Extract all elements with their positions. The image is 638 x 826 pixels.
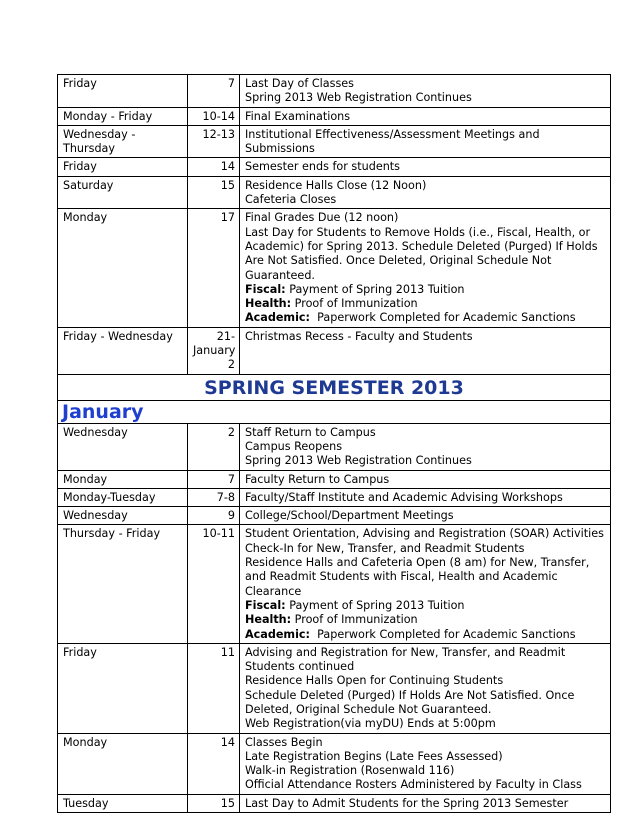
event-line <box>245 628 605 642</box>
event-line-text: Campus Reopens <box>245 439 343 453</box>
day-cell: Wednesday - Thursday <box>58 125 188 158</box>
event-line-text: Payment of Spring 2013 Tuition <box>285 598 465 612</box>
event-cell <box>240 423 611 470</box>
event-line <box>245 426 605 440</box>
event-line <box>245 646 605 675</box>
event-line-text: Last Day of Classes <box>245 77 354 90</box>
event-line <box>245 764 605 778</box>
event-line-text: College/School/Department Meetings <box>245 509 454 523</box>
event-line-text: Semester ends for students <box>245 160 401 174</box>
event-line-text: Institutional Effectiveness/Assessment Meetings and Submissions <box>245 127 544 156</box>
day-cell: Wednesday <box>58 423 188 470</box>
event-line <box>245 283 605 297</box>
event-line-text: Classes Begin <box>245 735 323 749</box>
event-line-text: Student Orientation, Advising and Registration (SOAR) Activities <box>245 527 604 541</box>
date-cell: 12-13 <box>188 125 240 158</box>
event-line <box>245 179 605 193</box>
calendar-row <box>58 176 611 209</box>
calendar-row <box>58 423 611 470</box>
day-cell: Monday <box>58 470 188 488</box>
semester-header-row <box>58 374 611 400</box>
day-cell: Friday - Wednesday <box>58 327 188 374</box>
calendar-row <box>58 107 611 125</box>
calendar-row <box>58 125 611 158</box>
event-line <box>245 77 605 91</box>
month-title: January <box>62 400 144 423</box>
event-line <box>245 311 605 325</box>
event-line-text: Payment of Spring 2013 Tuition <box>285 282 465 296</box>
event-line <box>245 110 605 124</box>
event-line-text: Last Day to Admit Students for the Spring 2013 Semester <box>245 796 569 810</box>
event-line <box>245 542 605 556</box>
event-line-text: Web Registration(via myDU) Ends at 5:00pm <box>245 717 496 731</box>
event-line-text: Walk-in Registration (Rosenwald 116) <box>245 764 455 778</box>
date-cell: 10-11 <box>188 525 240 643</box>
event-line <box>245 599 605 613</box>
event-line <box>245 226 605 283</box>
event-line <box>245 717 605 731</box>
day-cell: Friday <box>58 158 188 176</box>
date-cell: 15 <box>188 176 240 209</box>
event-cell <box>240 470 611 488</box>
calendar-row <box>58 643 611 733</box>
event-line <box>245 297 605 311</box>
event-line <box>245 160 605 174</box>
event-line <box>245 330 605 344</box>
event-line <box>245 91 605 105</box>
day-cell: Monday <box>58 209 188 327</box>
event-line-text: Spring 2013 Web Registration Continues <box>245 91 472 105</box>
date-cell: 21-January 2 <box>188 327 240 374</box>
date-cell: 14 <box>188 158 240 176</box>
event-cell <box>240 75 611 108</box>
event-line-text: Final Examinations <box>245 109 351 123</box>
day-cell: Monday <box>58 733 188 794</box>
calendar-row <box>58 327 611 374</box>
calendar-row <box>58 733 611 794</box>
event-line <box>245 674 605 688</box>
date-cell: 9 <box>188 507 240 525</box>
calendar-row <box>58 794 611 812</box>
event-line <box>245 689 605 718</box>
date-cell: 17 <box>188 209 240 327</box>
event-line-text: Schedule Deleted (Purged) If Holds Are Not Satisfied. Once Deleted, Original Schedule Not Guaranteed. <box>245 688 578 716</box>
event-cell <box>240 107 611 125</box>
event-line-text: Christmas Recess - Faculty and Students <box>245 329 473 343</box>
day-cell: Wednesday <box>58 507 188 525</box>
event-line <box>245 613 605 627</box>
event-cell <box>240 507 611 525</box>
calendar-row <box>58 470 611 488</box>
event-line-label: Academic: <box>245 627 311 641</box>
event-line-text: Staff Return to Campus <box>245 425 376 439</box>
event-line-text: Official Attendance Rosters Administered by Faculty in Class <box>245 778 582 792</box>
event-line <box>245 527 605 541</box>
event-line-label: Fiscal: <box>245 282 286 296</box>
event-line-text: Check-In for New, Transfer, and Readmit Students <box>245 541 525 555</box>
calendar-row <box>58 507 611 525</box>
event-line-label: Health: <box>245 297 292 311</box>
date-cell: 11 <box>188 643 240 733</box>
event-cell <box>240 209 611 327</box>
fall-rows <box>58 75 611 375</box>
date-cell: 2 <box>188 423 240 470</box>
event-cell <box>240 525 611 643</box>
event-line-text: Paperwork Completed for Academic Sanctions <box>310 627 576 641</box>
event-cell <box>240 794 611 812</box>
event-line <box>245 750 605 764</box>
calendar-row <box>58 488 611 506</box>
day-cell: Friday <box>58 643 188 733</box>
event-line-text: Faculty Return to Campus <box>245 472 390 486</box>
day-cell: Thursday - Friday <box>58 525 188 643</box>
calendar-row <box>58 525 611 643</box>
event-line <box>245 211 605 225</box>
event-line-text: Late Registration Begins (Late Fees Assessed) <box>245 749 503 763</box>
event-cell <box>240 643 611 733</box>
academic-calendar-table <box>57 74 611 813</box>
calendar-row <box>58 209 611 327</box>
date-cell: 7-8 <box>188 488 240 506</box>
event-line <box>245 454 605 468</box>
event-line-text: Advising and Registration for New, Transfer, and Readmit Students continued <box>245 645 569 674</box>
event-cell <box>240 327 611 374</box>
date-cell: 7 <box>188 75 240 108</box>
event-line-text: Spring 2013 Web Registration Continues <box>245 454 472 468</box>
event-line-text: Residence Halls and Cafeteria Open (8 am) for New, Transfer, and Readmit Students with Fiscal, Health and Academic Clearance <box>245 556 593 598</box>
event-line <box>245 778 605 792</box>
semester-title: SPRING SEMESTER 2013 <box>204 376 464 399</box>
event-cell <box>240 488 611 506</box>
spring-rows <box>58 423 611 812</box>
event-line-label: Health: <box>245 613 292 627</box>
event-line-text: Proof of Immunization <box>291 613 418 627</box>
event-line <box>245 736 605 750</box>
calendar-row <box>58 158 611 176</box>
event-line <box>245 473 605 487</box>
date-cell: 10-14 <box>188 107 240 125</box>
spring-header <box>58 374 611 423</box>
day-cell: Tuesday <box>58 794 188 812</box>
event-line <box>245 556 605 599</box>
event-line-text: Paperwork Completed for Academic Sanctions <box>310 311 576 325</box>
event-line-text: Proof of Immunization <box>291 297 418 311</box>
event-line <box>245 797 605 811</box>
event-line-text: Cafeteria Closes <box>245 193 337 207</box>
event-cell <box>240 176 611 209</box>
day-cell: Friday <box>58 75 188 108</box>
day-cell: Saturday <box>58 176 188 209</box>
event-line-text: Residence Halls Close (12 Noon) <box>245 178 427 192</box>
date-cell: 15 <box>188 794 240 812</box>
calendar-row <box>58 75 611 108</box>
event-cell <box>240 733 611 794</box>
event-line <box>245 193 605 207</box>
event-cell <box>240 158 611 176</box>
event-cell <box>240 125 611 158</box>
event-line-label: Fiscal: <box>245 598 286 612</box>
event-line <box>245 491 605 505</box>
event-line <box>245 128 605 157</box>
event-line-text: Residence Halls Open for Continuing Students <box>245 674 504 688</box>
event-line-label: Academic: <box>245 311 311 325</box>
event-line-text: Final Grades Due (12 noon) <box>245 211 399 225</box>
event-line <box>245 440 605 454</box>
event-line <box>245 509 605 523</box>
day-cell: Monday-Tuesday <box>58 488 188 506</box>
date-cell: 14 <box>188 733 240 794</box>
day-cell: Monday - Friday <box>58 107 188 125</box>
date-cell: 7 <box>188 470 240 488</box>
event-line-text: Faculty/Staff Institute and Academic Advising Workshops <box>245 490 563 504</box>
event-line-text: Last Day for Students to Remove Holds (i.e., Fiscal, Health, or Academic) for Spring 2013. Schedule Deleted (Purged) If Holds Are Not Satisfied. Once Deleted, Original Schedule Not Guaranteed. <box>245 225 602 282</box>
month-header-row <box>58 400 611 423</box>
